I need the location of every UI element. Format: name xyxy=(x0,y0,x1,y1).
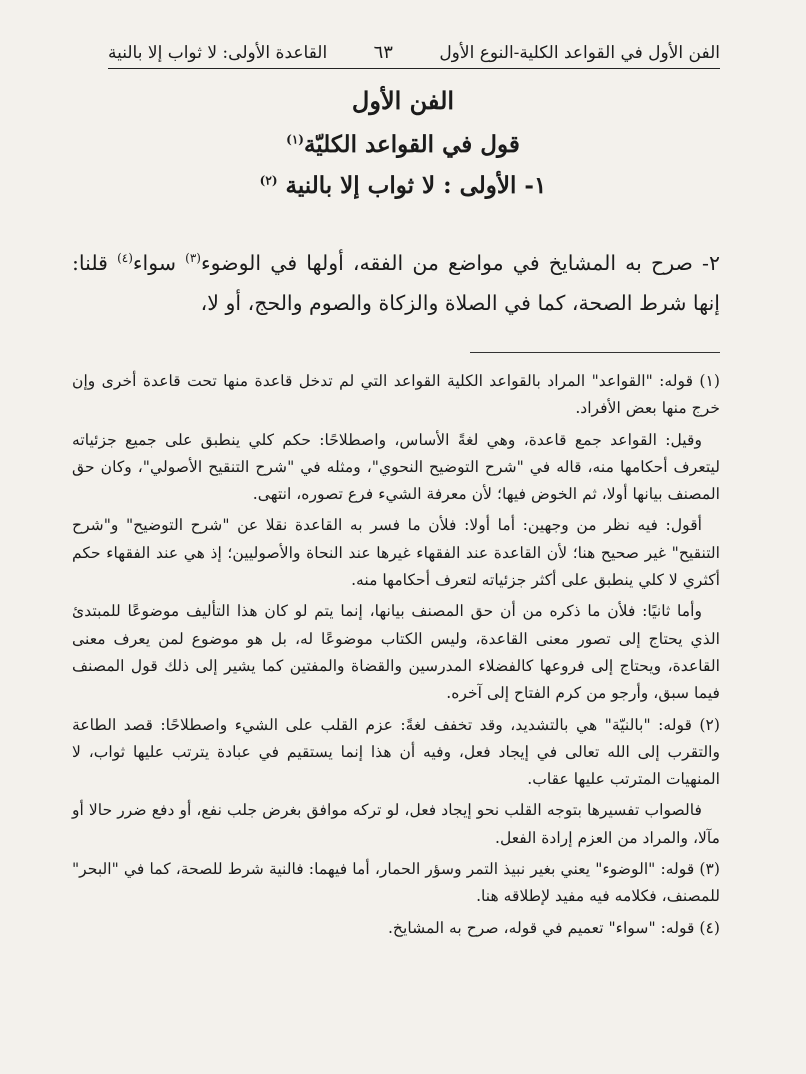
chapter-title: الفن الأول xyxy=(351,86,455,115)
footnote-paragraph: وأما ثانيًا: فلأن ما ذكره من أن حق المصنف بيانها، إنما يتم لو كان هذا التأليف موضوعًا للمبتدئ الذي يحتاج إلى تصور معنى القاعدة، وليس الكتاب موضوعًا له، بل هو موضوع لمن يعرف معنى القاعدة، ويحتاج إلى فروعها كالفضلاء المدرسين والقضاة والمفتين كما يشير إلى ذلك قول المصنف فيما سبق، وأرجو من كرم الفتاح إلى آخره. xyxy=(72,602,720,703)
rule-title-text: ١- الأولى : لا ثواب إلا بالنية xyxy=(285,172,547,199)
footnote-ref-3: (٣) xyxy=(185,251,201,265)
footnote-paragraph: وقيل: القواعد جمع قاعدة، وهي لغةً الأساس، واصطلاحًا: حكم كلي ينطبق على جميع جزئياته ليتعرف أحكامها منه، قاله في "شرح التوضيح النحوي"، ومثله في "شرح التنقيح الأصولي"، وكان حق المصنف بيانها أولا، ثم الخوض فيها؛ لأن معرفة الشيء فرع تصوره، انتهى. xyxy=(72,430,720,504)
footnote-ref-4: (٤) xyxy=(117,251,133,265)
footnote-paragraph: أقول: فيه نظر من وجهين: أما أولا: فلأن ما فسر به القاعدة نقلا عن "شرح التوضيح" و"شرح التنقيح" غير صحيح هنا؛ لأن القاعدة عند الفقهاء غيرها عند النحاة والأصوليين؛ إذ هي عند الفقهاء حكم أكثري لا كلي ينطبق على أكثر جزئياته لتعرف أحكامها منه. xyxy=(72,516,720,590)
footnote-paragraph: (٤) قوله: "سواء" تعميم في قوله، صرح به المشايخ. xyxy=(387,918,720,937)
section-title xyxy=(86,131,720,158)
main-text-part-2: سواء xyxy=(132,250,186,275)
section-titles xyxy=(86,82,720,199)
footnote-paragraph: (١) قوله: "القواعد" المراد بالقواعد الكلية القواعد التي لم تدخل قاعدة منها تحت قاعدة أخرى وإن خرج منها بعض الأفراد. xyxy=(72,372,720,418)
footnote-paragraph: فالصواب تفسيرها بتوجه القلب نحو إيجاد فعل، لو تركه موافق بغرض جلب نفع، أو دفع ضرر حالا أو مآلا، والمراد من العزم إرادة الفعل. xyxy=(72,801,720,847)
main-text-part-3: قلنا: إنها شرط الصحة، كما في الصلاة والزكاة والصوم والحج، أو لا، xyxy=(72,250,720,315)
footnote-paragraph: (٢) قوله: "بالنيّة" هي بالتشديد، وقد تخفف لغةً: عزم القلب على الشيء واصطلاحًا: قصد الطاعة والتقرب إلى الله تعالى في إيجاد فعل، وفيه أن هذا إنما يستقيم في عبادة يترتب عليها ثواب، لا المنهيات المترتب عليها عقاب. xyxy=(72,715,720,789)
section-title-text: قول في القواعد الكليّة xyxy=(303,131,520,158)
footnote-paragraph: (٣) قوله: "الوضوء" يعني بغير نبيذ التمر وسؤر الحمار، أما فيهما: فالنية شرط للصحة، كما في "البحر" للمصنف، فكلامه فيه مفيد لإطلاقه هنا. xyxy=(72,860,720,906)
main-text-part-1: ٢- صرح به المشايخ في مواضع من الفقه، أولها في الوضوء xyxy=(200,250,720,275)
page-number: ٦٣ xyxy=(373,42,393,63)
header-left-title: القاعدة الأولى: لا ثواب إلا بالنية xyxy=(108,43,328,63)
main-paragraph xyxy=(72,238,720,323)
running-header xyxy=(108,42,720,69)
footnote-ref-2: (٢) xyxy=(259,173,278,188)
footnote-ref-1: (١) xyxy=(286,132,304,147)
footnote-separator xyxy=(470,352,720,353)
header-right-title: الفن الأول في القواعد الكلية-النوع الأول xyxy=(439,43,720,63)
footnotes xyxy=(72,368,720,946)
rule-title xyxy=(86,172,720,199)
